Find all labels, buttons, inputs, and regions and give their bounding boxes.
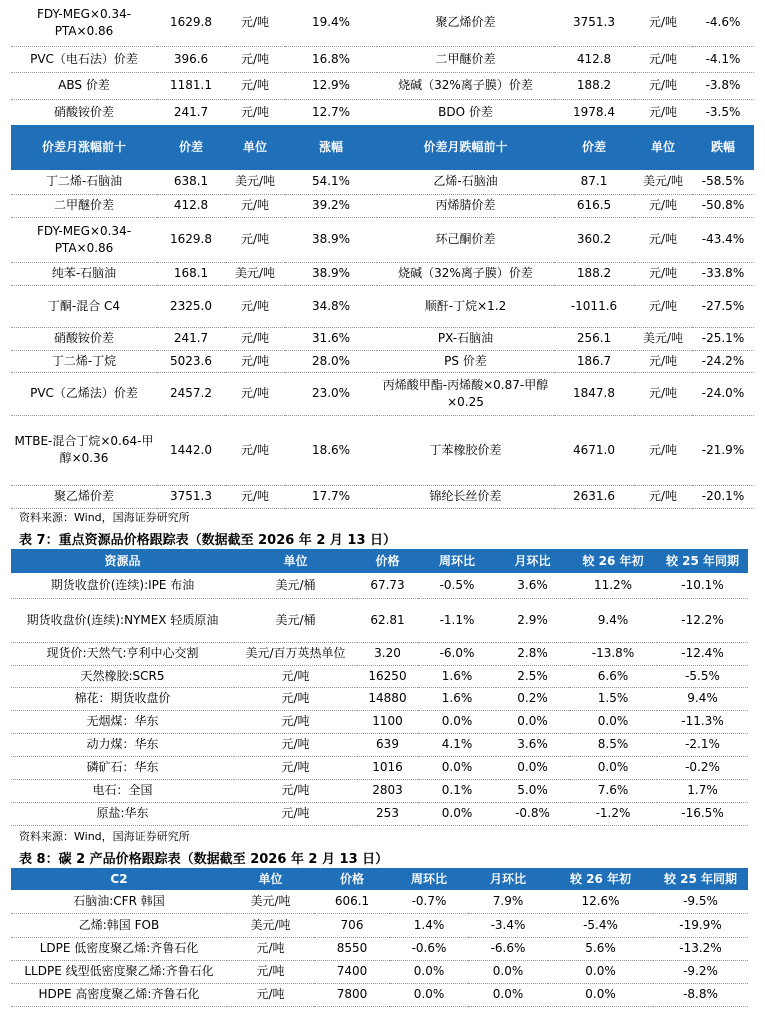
header-cell: 周环比 [410,871,447,886]
cell: 动力煤：华东 [86,737,159,751]
cell: 无烟煤：华东 [86,714,159,728]
table-row [11,642,748,665]
cell: 烧碱（32%离子膜）价差 [398,78,533,92]
cell: -9.2% [683,964,718,978]
cell: -6.6% [490,941,526,955]
cell: 0.0% [597,714,629,728]
cell: 1.7% [687,783,718,797]
cell: 元/吨 [256,987,285,1001]
cell: 元/吨 [648,298,678,313]
cell: -3.4% [490,917,526,932]
cell: 丁二烯-丁烷 [51,353,117,368]
header-cell: 较 26 年初 [569,871,632,886]
cell: -0.6% [411,941,447,955]
table-row [11,170,754,194]
header-cell: 较 25 年同期 [663,871,738,886]
cell: -13.2% [679,941,722,955]
cell: 丙烯酸甲酯-丙烯酸×0.87-甲醇×0.25 [382,377,549,409]
cell: -4.1% [705,51,741,66]
cell: 188.2 [576,78,612,92]
cell: 5.0% [517,783,548,797]
cell: 元/吨 [256,941,285,955]
table-row [11,573,748,598]
cell: 美元/百万英热单位 [245,646,346,660]
header-cell: 价格 [375,553,400,568]
cell: 606.1 [334,893,370,908]
table-row [11,937,748,960]
cell: 0.0% [517,714,548,728]
cell: FDY-MEG×0.34-PTA×0.86 [36,223,132,255]
cell: 0.0% [492,964,524,978]
cell: 元/吨 [240,232,270,246]
cell: 元/吨 [648,489,678,503]
cell: 元/吨 [281,737,310,751]
cell: -24.2% [701,353,745,368]
source-note: 资料来源：Wind，国海证券研究所 [19,830,190,843]
cell: 14880 [368,691,407,705]
cell: -13.8% [591,646,635,660]
cell: 54.1% [311,174,351,189]
cell: 元/吨 [281,668,310,683]
cell: 1629.8 [170,15,212,30]
cell: 原盐:华东 [96,806,149,820]
cell: -24.0% [701,386,745,400]
cell: -12.2% [681,612,724,627]
cell: -12.4% [681,646,724,660]
table-row [11,350,754,372]
cell: 元/吨 [281,691,310,705]
cell: 412.8 [576,51,612,66]
cell: 元/吨 [240,51,270,66]
header-cell: 价差 [581,140,606,154]
cell: 12.7% [311,104,351,119]
cell: 38.9% [311,232,351,246]
monthly-spread-table [11,125,754,509]
cell: -0.8% [515,806,550,820]
cell: 元/吨 [648,15,678,30]
cell: 硝酸铵价差 [53,104,114,119]
cell: 0.0% [517,760,548,774]
cell: -9.5% [683,893,718,908]
cell: 639 [376,737,399,751]
cell: 0.1% [441,783,473,797]
cell: 0.0% [413,964,445,978]
header-cell: 周环比 [438,553,475,568]
cell: 0.0% [492,987,524,1001]
cell: 87.1 [580,174,608,189]
cell: BDO 价差 [438,104,493,119]
table-row [11,99,754,125]
cell: -5.5% [685,668,720,683]
cell: 0.0% [597,760,629,774]
cell: -16.5% [681,806,724,820]
cell: 12.6% [581,893,620,908]
cell: -5.4% [583,917,618,932]
cell: 19.4% [311,15,351,30]
cell: 元/吨 [648,386,678,400]
cell: 1100 [372,714,403,728]
cell: 0.0% [441,760,473,774]
cell: -11.3% [681,714,724,728]
table-row [11,960,748,983]
cell: 美元/吨 [642,331,684,345]
cell: 元/吨 [240,15,270,30]
cell: 168.1 [173,266,209,280]
cell: 706 [340,917,364,932]
cell: 4671.0 [573,442,615,457]
table-row [11,665,748,687]
cell: 1.5% [597,691,629,705]
header-cell: 单位 [242,140,267,154]
cell: -50.8% [701,198,745,212]
cell: 0.0% [585,964,616,978]
cell: 39.2% [311,198,351,212]
cell: 元/吨 [281,714,310,728]
cell: PX-石脑油 [437,331,494,345]
cell: -10.1% [681,577,724,592]
cell: 元/吨 [256,964,285,978]
table-row [11,779,748,802]
cell: 纯苯-石脑油 [51,266,117,280]
cell: 6.6% [597,668,629,683]
table-row [11,262,754,285]
table-8-title: 表 8：碳 2 产品价格跟踪表（数据截至 2026 年 2 月 13 日） [19,852,389,867]
cell: 7.6% [597,783,629,797]
cell: 元/吨 [240,489,270,503]
cell: 34.8% [311,298,351,313]
cell: 电石：全国 [92,783,153,797]
cell: 丁二烯-石脑油 [45,174,123,189]
cell: -33.8% [701,266,745,280]
cell: 256.1 [576,331,612,345]
table-header-row [11,549,748,573]
cell: 241.7 [173,331,209,345]
header-cell: 较 26 年初 [582,553,644,568]
table-row [11,756,748,779]
table-row [11,485,754,508]
cell: 美元/吨 [234,174,276,189]
cell: 美元/吨 [250,893,291,908]
cell: -0.2% [685,760,720,774]
cell: 乙烯-石脑油 [433,174,498,189]
table-row [11,0,754,46]
cell: 16.8% [311,51,351,66]
cell: LLDPE 线型低密度聚乙烯:齐鲁石化 [24,964,214,978]
cell: 元/吨 [648,51,678,66]
cell: 1.6% [441,668,473,683]
cell: 元/吨 [648,232,678,246]
cell: 1016 [372,760,403,774]
cell: 2325.0 [170,298,212,313]
header-cell: 资源品 [104,553,141,568]
cell: -43.4% [701,232,745,246]
cell: 棉花：期货收盘价 [74,691,171,705]
header-cell: 月环比 [489,871,526,886]
cell: 元/吨 [240,78,270,92]
cell: -58.5% [701,174,745,189]
cell: 美元/吨 [234,266,276,280]
cell: 28.0% [311,353,351,368]
table-row [11,983,748,1006]
cell: 1847.8 [573,386,615,400]
cell: 5.6% [585,941,616,955]
cell: 3.20 [374,646,401,660]
table-row [11,687,748,710]
cell: 1181.1 [170,78,212,92]
table-7-title: 表 7：重点资源品价格跟踪表（数据截至 2026 年 2 月 13 日） [19,533,397,548]
table-row [11,802,748,825]
cell: 元/吨 [240,353,270,368]
cell: 丙烯腈价差 [435,198,496,212]
cell: -25.1% [701,331,745,345]
cell: 396.6 [173,51,209,66]
cell: 硝酸铵价差 [53,331,114,345]
cell: 4.1% [441,737,473,751]
cell: LDPE 低密度聚乙烯:齐鲁石化 [39,941,199,955]
cell: 2.8% [517,646,548,660]
cell: 期货收盘价(连续):NYMEX 轻质原油 [26,612,219,627]
cell: 11.2% [593,577,633,592]
cell: 253 [376,806,399,820]
table-row [11,217,754,262]
cell: 丁酮-混合 C4 [47,298,121,313]
cell: 二甲醚价差 [435,51,496,66]
cell: 8550 [336,941,368,955]
cell: 3.6% [517,737,548,751]
cell: 17.7% [311,489,351,503]
table-row [11,733,748,756]
cell: 186.7 [576,353,612,368]
cell: 二甲醚价差 [53,198,114,212]
cell: MTBE-混合丁烷×0.64-甲醇×0.36 [14,434,154,465]
cell: 241.7 [173,104,209,119]
cell: PVC（电石法）价差 [30,51,138,66]
cell: -2.1% [685,737,720,751]
header-cell: C2 [110,871,128,886]
cell: FDY-MEG×0.34-PTA×0.86 [36,6,132,38]
cell: 2.9% [517,612,548,627]
header-cell: 跌幅 [710,140,735,154]
cell: 聚乙烯价差 [53,489,114,503]
cell: 638.1 [173,174,209,189]
cell: 616.5 [576,198,612,212]
cell: -1.1% [439,612,475,627]
cell: -27.5% [701,298,745,313]
cell: 元/吨 [648,198,678,212]
cell: 7800 [336,987,368,1001]
header-cell: 单位 [258,871,283,886]
table-header-row [11,125,754,170]
cell: 美元/桶 [275,577,316,592]
cell: 9.4% [687,691,718,705]
table-row [11,46,754,72]
cell: 元/吨 [240,298,270,313]
table-row [11,415,754,485]
cell: 环己酮价差 [435,232,496,246]
cell: 天然橡胶:SCR5 [80,668,165,683]
cell: -0.5% [439,577,475,592]
cell: 31.6% [311,331,351,345]
cell: 元/吨 [648,78,678,92]
resource-price-table [11,549,748,826]
cell: 0.0% [441,806,473,820]
table-row [11,72,754,99]
cell: HDPE 高密度聚乙烯:齐鲁石化 [38,987,200,1001]
cell: 现货价:天然气:亨利中心交割 [46,646,199,660]
cell: 石脑油:CFR 韩国 [73,893,165,908]
cell: 360.2 [576,232,612,246]
cell: 美元/吨 [250,917,291,932]
cell: 16250 [368,668,407,683]
table-row [11,598,748,642]
cell: 元/吨 [648,442,678,457]
table-row [11,327,754,350]
cell: ABS 价差 [58,78,110,92]
cell: 188.2 [576,266,612,280]
cell: 412.8 [173,198,209,212]
cell: 67.73 [370,577,405,592]
cell: -4.6% [705,15,741,30]
cell: 3.6% [517,577,548,592]
table-row [11,710,748,733]
cell: 乙烯:韩国 FOB [78,917,160,932]
cell: 3751.3 [573,15,615,30]
spread-top-table [11,0,754,126]
header-cell: 涨幅 [318,140,343,154]
cell: 1.6% [441,691,473,705]
c2-price-table [11,868,748,1007]
cell: 期货收盘价(连续):IPE 布油 [50,577,195,592]
cell: -21.9% [701,442,745,457]
cell: 0.2% [517,691,548,705]
header-cell: 价差月涨幅前十 [41,140,126,154]
cell: 8.5% [597,737,629,751]
cell: 元/吨 [240,386,270,400]
cell: 0.0% [585,987,616,1001]
cell: 美元/吨 [642,174,684,189]
cell: 烧碱（32%离子膜）价差 [398,266,533,280]
cell: 丁苯橡胶价差 [429,442,502,457]
table-row [11,372,754,415]
cell: -8.8% [683,987,718,1001]
cell: -0.7% [411,893,447,908]
header-cell: 价差月跌幅前十 [423,140,508,154]
cell: 元/吨 [648,353,678,368]
header-cell: 价差 [178,140,203,154]
cell: 元/吨 [648,266,678,280]
table-header-row [11,868,748,890]
cell: 1.4% [413,917,445,932]
cell: -6.0% [439,646,475,660]
cell: 2457.2 [170,386,212,400]
cell: -1011.6 [570,298,618,313]
cell: -3.8% [705,78,741,92]
cell: 聚乙烯价差 [435,15,496,30]
table-row [11,913,748,937]
cell: 元/吨 [240,104,270,119]
header-cell: 单位 [283,553,308,568]
header-cell: 月环比 [514,553,551,568]
cell: 2803 [372,783,403,797]
source-note: 资料来源：Wind，国海证券研究所 [19,511,190,524]
cell: 18.6% [311,442,351,457]
cell: 顺酐-丁烷×1.2 [424,298,507,313]
cell: 0.0% [441,714,473,728]
cell: 元/吨 [648,104,678,119]
cell: PVC（乙烯法）价差 [30,386,138,400]
cell: 元/吨 [281,783,310,797]
cell: PS 价差 [444,353,487,368]
cell: 锦纶长丝价差 [429,489,502,503]
cell: 62.81 [370,612,405,627]
table-row [11,285,754,327]
cell: 元/吨 [240,331,270,345]
cell: 3751.3 [170,489,212,503]
cell: 7400 [336,964,368,978]
cell: 2631.6 [573,489,615,503]
cell: 元/吨 [281,806,310,820]
table-row [11,194,754,217]
cell: -19.9% [679,917,722,932]
cell: 1629.8 [170,232,212,246]
cell: 0.0% [413,987,445,1001]
cell: -3.5% [705,104,741,119]
cell: 元/吨 [281,760,310,774]
cell: 美元/桶 [275,612,316,627]
cell: 1978.4 [573,104,615,119]
cell: 1442.0 [170,442,212,457]
header-cell: 较 25 年同期 [665,553,740,568]
cell: -20.1% [701,489,745,503]
cell: 12.9% [311,78,351,92]
cell: 磷矿石：华东 [86,760,159,774]
cell: 元/吨 [240,198,270,212]
header-cell: 单位 [650,140,675,154]
cell: 2.5% [517,668,548,683]
cell: 5023.6 [170,353,212,368]
cell: 9.4% [597,612,629,627]
cell: 23.0% [311,386,351,400]
header-cell: 价格 [339,871,364,886]
cell: 元/吨 [240,442,270,457]
cell: 7.9% [492,893,524,908]
cell: 38.9% [311,266,351,280]
cell: -1.2% [595,806,631,820]
table-row [11,890,748,913]
